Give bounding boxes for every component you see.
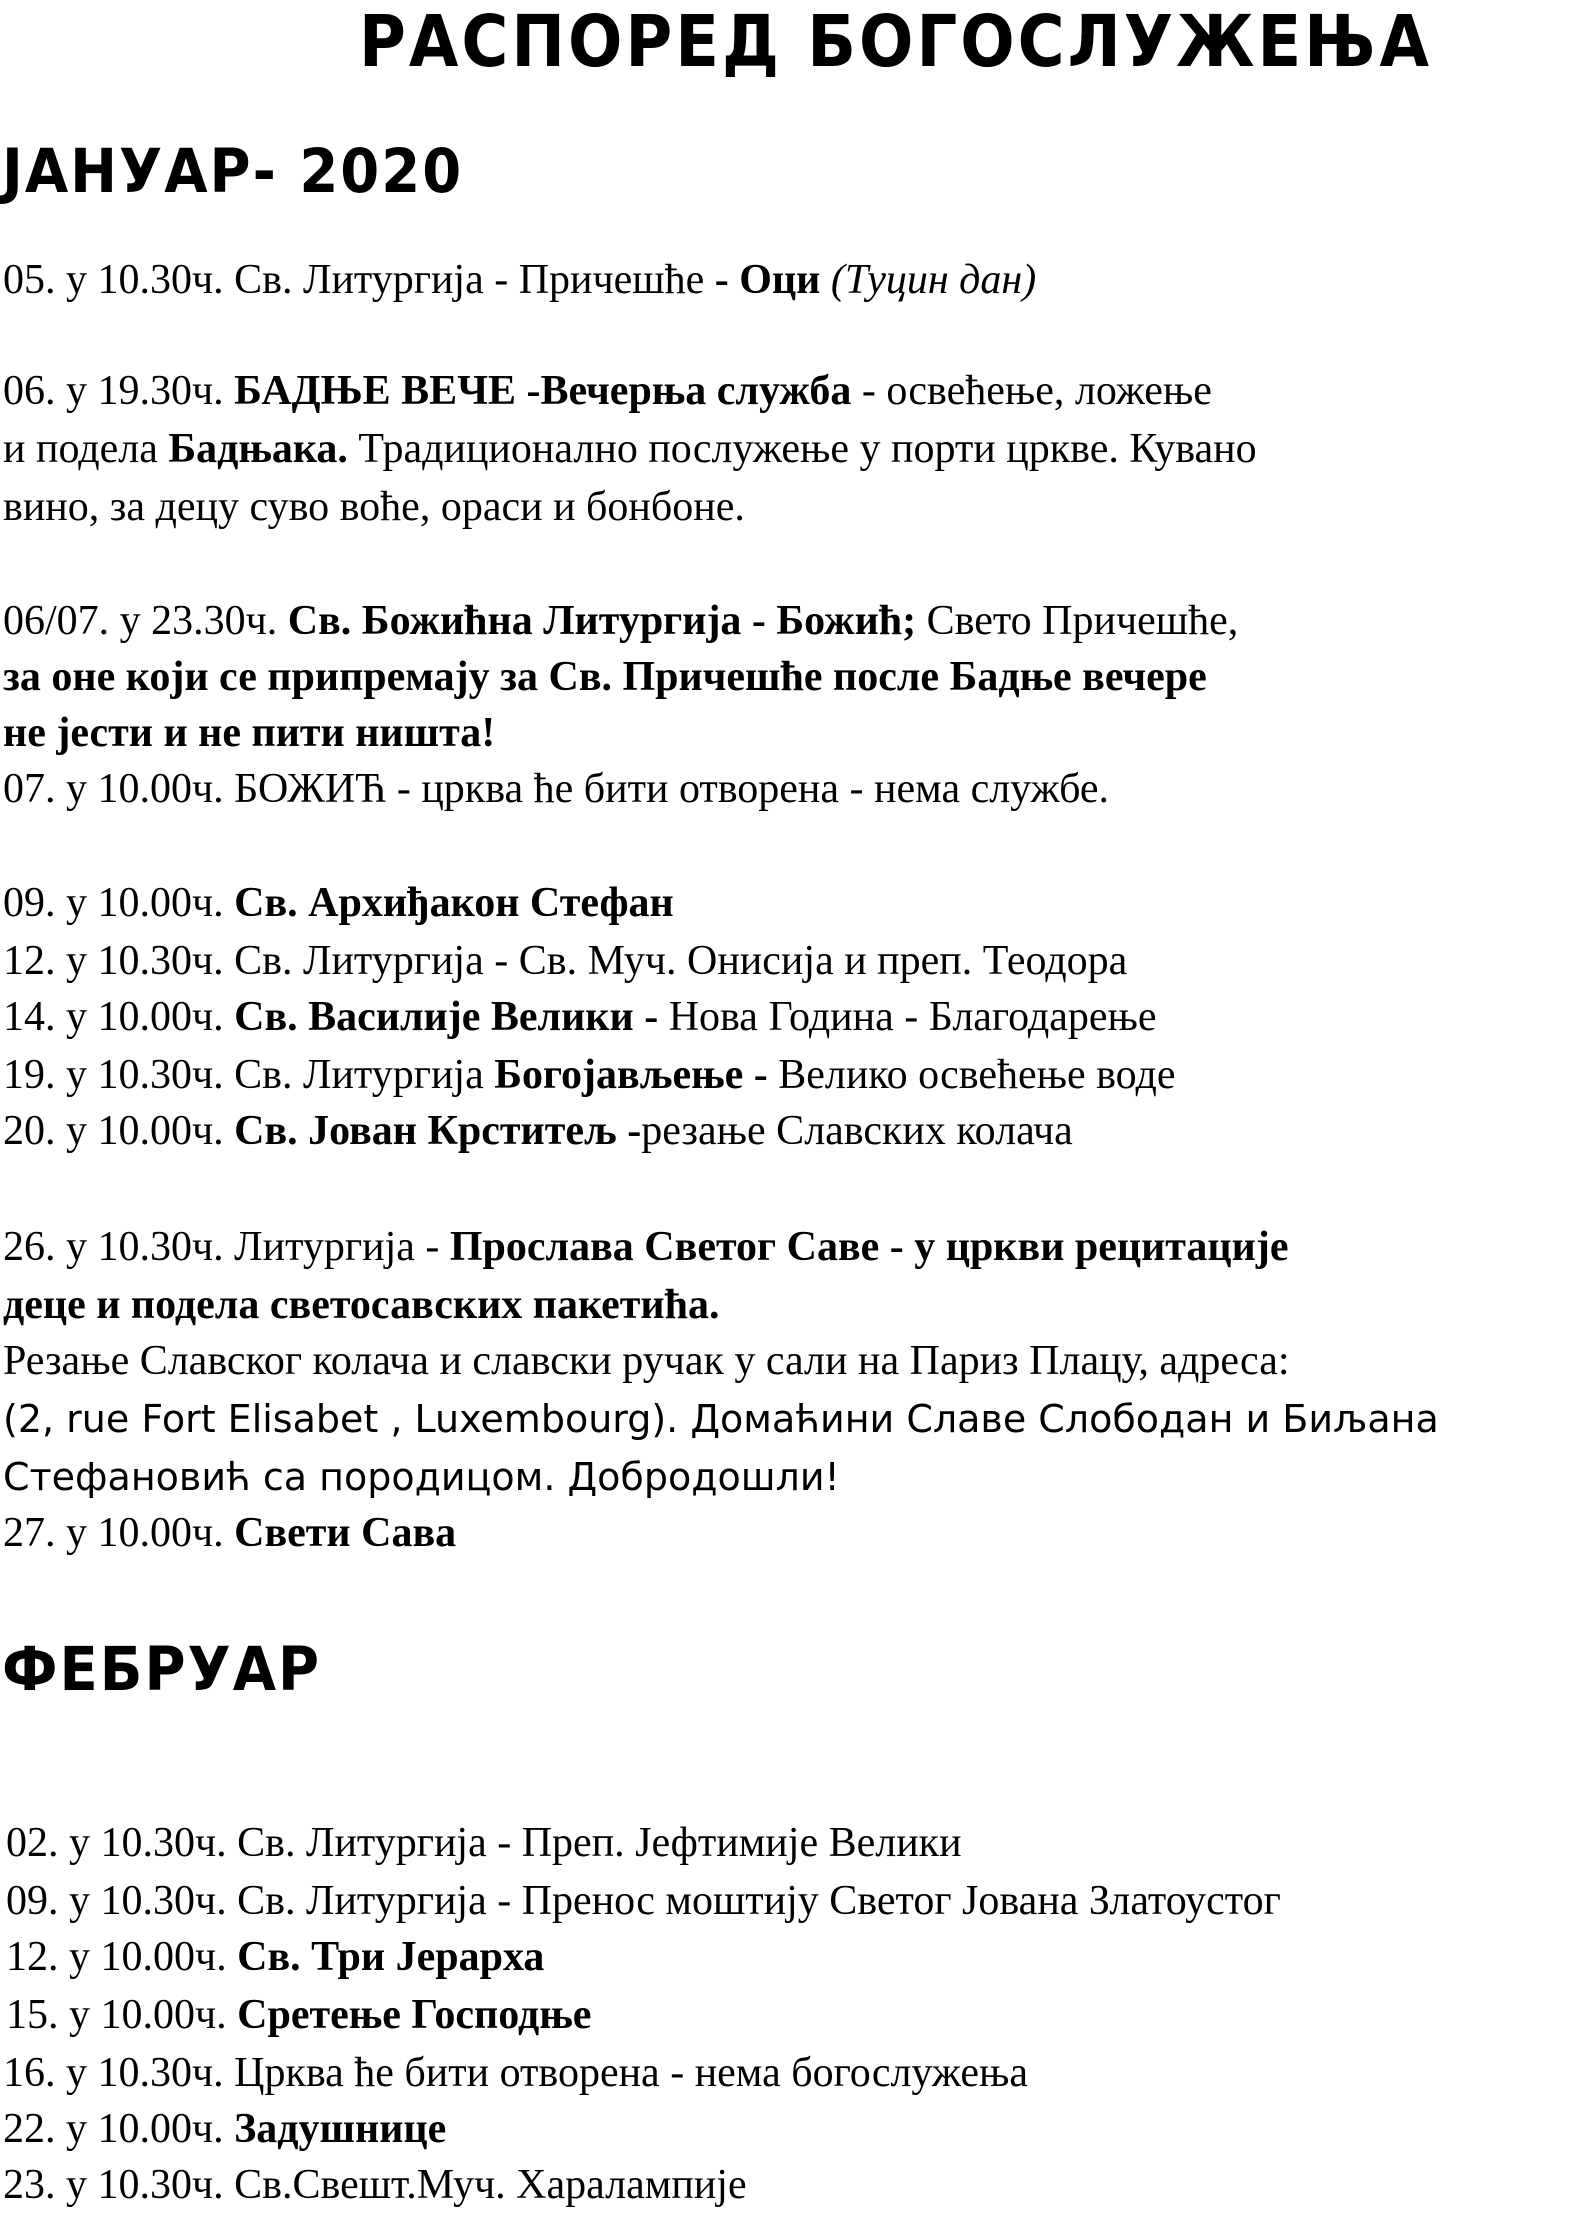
schedule-line	[3, 2104, 446, 2154]
line-text: 09. у 10.30ч. Св. Литургија - Пренос моштију Светог Јована Златоустог	[6, 1878, 1281, 1924]
line-bold-text: за оне који се припремају за Св. Причешће после Бадње вечере	[3, 654, 1207, 700]
schedule-line	[3, 2048, 1028, 2098]
line-text: 06/07. у 23.30ч.	[3, 598, 288, 644]
line-text: Свето Причешће,	[916, 598, 1239, 644]
line-text: 09. у 10.00ч.	[3, 880, 235, 926]
line-text: 12. у 10.00ч.	[6, 1934, 238, 1980]
line-bold-text: деце и подела светосавских пакетића.	[3, 1282, 720, 1328]
line-bold-text: Св. Три Јерарха	[237, 1934, 545, 1980]
line-text: Стефановић са породицом. Добродошли!	[3, 1455, 840, 1499]
line-text: Традиционално послужење у порти цркве. Кувано	[347, 426, 1257, 472]
line-bold-text: не јести и не пити ништа!	[3, 710, 496, 756]
line-bold-text: Задушнице	[234, 2106, 447, 2152]
month-heading-february: ФЕБРУАР	[2, 1634, 322, 1706]
schedule-line	[3, 366, 1212, 416]
line-bold-text: Св. Божићна Литургија - Божић;	[287, 598, 917, 644]
line-text: Нова Година - Благодарење	[658, 994, 1157, 1040]
schedule-line	[3, 2160, 747, 2210]
line-text	[820, 257, 831, 303]
schedule-line	[6, 1876, 1281, 1926]
line-text: 23. у 10.30ч. Св.Свешт.Муч. Харалампије	[3, 2162, 747, 2208]
schedule-line	[3, 708, 495, 758]
line-bold-text: - Оци	[714, 257, 821, 303]
line-text: 14. у 10.00ч.	[3, 994, 235, 1040]
schedule-line	[6, 1990, 591, 2040]
line-text: и подела	[3, 426, 169, 472]
schedule-line	[3, 482, 745, 532]
schedule-line	[3, 1280, 719, 1330]
line-text: 06. у 19.30ч.	[3, 368, 235, 414]
line-bold-text: Бадњака.	[168, 426, 348, 472]
schedule-line	[3, 1452, 840, 1502]
line-text: 27. у 10.00ч.	[3, 1510, 235, 1556]
line-text: 26. у 10.30ч. Литургија -	[3, 1224, 450, 1270]
line-bold-text: БАДЊЕ ВЕЧЕ -Вечерња служба	[234, 368, 852, 414]
schedule-line	[3, 992, 1157, 1042]
schedule-line	[3, 255, 1036, 305]
line-bold-text: Свети Сава	[234, 1510, 457, 1556]
schedule-line	[3, 1222, 1288, 1272]
line-text: резање Славских колача	[641, 1108, 1073, 1154]
schedule-line	[3, 878, 674, 928]
line-text: (2, rue Fort Elisabet , Luxembourg). Домаћини Славе Слободан и Биљана	[3, 1397, 1439, 1441]
month-heading-january: ЈАНУАР- 2020	[2, 136, 464, 208]
line-text: 20. у 10.00ч.	[3, 1108, 235, 1154]
line-bold-text: Сретење Господње	[237, 1992, 592, 2038]
schedule-line	[3, 936, 1127, 986]
line-text: 02. у 10.30ч. Св. Литургија - Преп. Јефтимије Велики	[6, 1820, 962, 1866]
schedule-line	[6, 1932, 544, 1982]
line-text: Резање Славског колача и славски ручак у сали на Париз Плацу, адреса:	[3, 1338, 1290, 1384]
schedule-line	[3, 652, 1207, 702]
line-text: 19. у 10.30ч. Св. Литургија	[3, 1052, 495, 1098]
line-text: 16. у 10.30ч. Црква ће бити отворена - нема богослужења	[3, 2050, 1029, 2096]
schedule-line	[3, 596, 1238, 646]
schedule-line	[3, 1106, 1073, 1156]
page-title: РАСПОРЕД БОГОСЛУЖЕЊА	[358, 1, 1433, 84]
line-text: вино, за децу суво воће, ораси и бонбоне.	[3, 484, 745, 530]
line-bold-text: Св. Василије Велики -	[234, 994, 659, 1040]
schedule-line	[3, 1336, 1290, 1386]
schedule-line	[3, 424, 1257, 474]
line-bold-text: Св. Архиђакон Стефан	[234, 880, 674, 926]
line-text: 12. у 10.30ч. Св. Литургија - Св. Муч. Онисија и преп. Теодора	[3, 938, 1128, 984]
line-text: - освећење, ложење	[851, 368, 1212, 414]
line-bold-text: Св. Јован Крститељ -	[234, 1108, 642, 1154]
line-text: 05. у 10.30ч. Св. Литургија - Причешће	[3, 257, 715, 303]
line-text: 07. у 10.00ч. БОЖИЋ - црква ће бити отворена - нема службе.	[3, 766, 1110, 812]
schedule-line	[3, 764, 1109, 814]
line-bold-text: Прослава Светог Саве - у цркви рецитације	[449, 1224, 1289, 1270]
line-text: Велико освећење воде	[767, 1052, 1176, 1098]
schedule-line	[6, 1818, 962, 1868]
schedule-line	[3, 1050, 1175, 1100]
schedule-line	[3, 1508, 456, 1558]
line-italic-text: (Туцин дан)	[830, 257, 1037, 303]
line-bold-text: Богојављење -	[494, 1052, 768, 1098]
schedule-line	[3, 1394, 1439, 1444]
line-text: 15. у 10.00ч.	[6, 1992, 238, 2038]
line-text: 22. у 10.00ч.	[3, 2106, 235, 2152]
